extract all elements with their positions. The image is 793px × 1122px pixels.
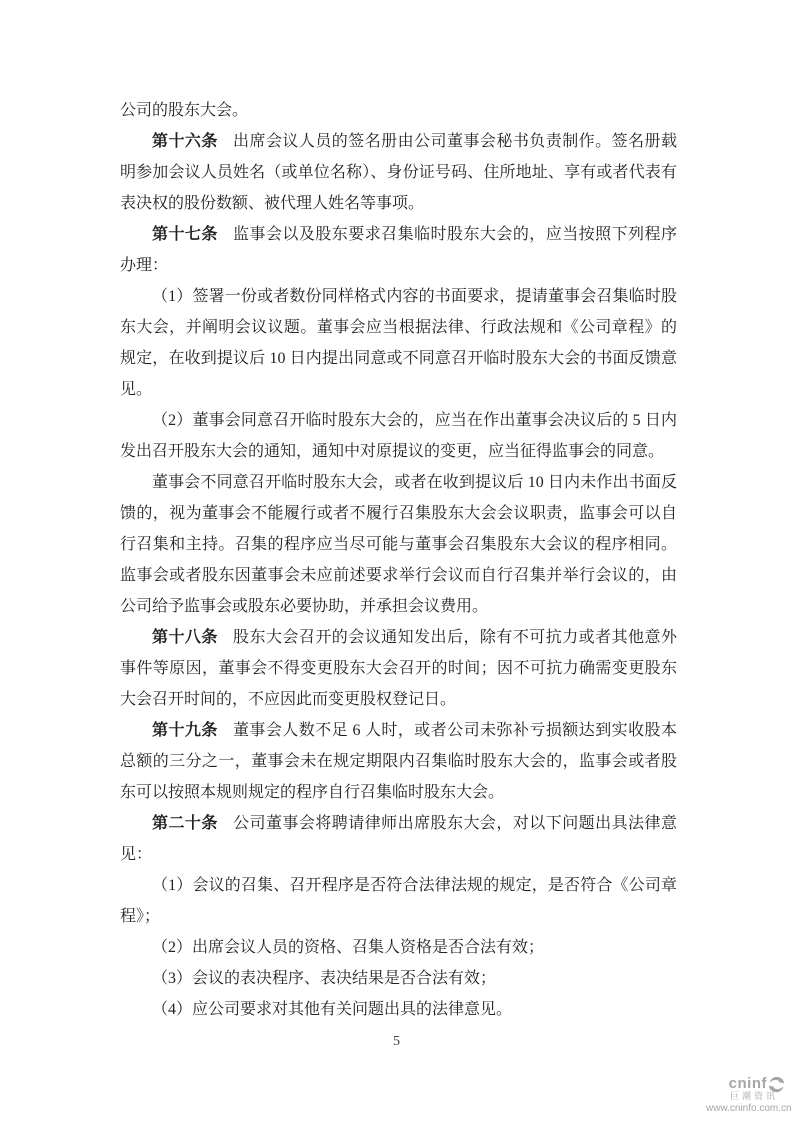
cninfo-brand-text: cninf: [728, 1075, 767, 1093]
list-item-paragraph: （4）应公司要求对其他有关问题出具的法律意见。: [152, 1001, 513, 1018]
article-number: 第二十条: [152, 815, 218, 832]
article-text: 董事会人数不足 6 人时，或者公司未弥补亏损额达到实收股本总额的三分之一，董事会未在规定期限内召集临时股东大会的，监事会或者股东可以按照本规则规定的程序自行召集临时股东大会。: [120, 722, 677, 801]
article-paragraph: [120, 622, 677, 715]
article-paragraph: [120, 715, 677, 808]
article-number: 第十六条: [152, 133, 218, 150]
article-text: 公司董事会将聘请律师出席股东大会，对以下问题出具法律意见：: [120, 815, 677, 863]
article-number: 第十八条: [152, 629, 218, 646]
list-item-paragraph: （1）签署一份或者数份同样格式内容的书面要求，提请董事会召集临时股东大会，并阐明会议议题。董事会应当根据法律、行政法规和《公司章程》的规定，在收到提议后 10 日内提出同意或不同意召开临时股东大会的书面反馈意见。: [120, 288, 677, 398]
article-text: 监事会以及股东要求召集临时股东大会的，应当按照下列程序办理：: [120, 226, 677, 274]
article-text: 出席会议人员的签名册由公司董事会秘书负责制作。签名册载明参加会议人员姓名（或单位名称）、身份证号码、住所地址、享有或者代表有表决权的股份数额、被代理人姓名等事项。: [120, 133, 677, 212]
article-text: 股东大会召开的会议通知发出后，除有不可抗力或者其他意外事件等原因，董事会不得变更股东大会召开的时间；因不可抗力确需变更股东大会召开时间的，不应因此而变更股权登记日。: [120, 629, 677, 708]
list-item-paragraph: （2）董事会同意召开临时股东大会的，应当在作出董事会决议后的 5 日内发出召开股东大会的通知，通知中对原提议的变更，应当征得监事会的同意。: [120, 412, 677, 460]
cninfo-logo: [706, 1075, 792, 1114]
page-number: 5: [393, 1034, 400, 1049]
cninfo-chinese-name: 巨潮资讯: [729, 1091, 778, 1101]
article-number: 第十七条: [152, 226, 218, 243]
paragraph-continuation: 公司的股东大会。: [120, 102, 249, 119]
article-number: 第十九条: [152, 722, 218, 739]
plain-paragraph: 董事会不同意召开临时股东大会，或者在收到提议后 10 日内未作出书面反馈的，视为董事会不能履行或者不履行召集股东大会会议职责，监事会可以自行召集和主持。召集的程序应当尽可能与董事会召集股东大会议的程序相同。监事会或者股东因董事会未应前述要求举行会议而自行召集并举行会议的，由公司给予监事会或股东必要协助，并承担会议费用。: [120, 474, 677, 615]
list-item-paragraph: （3）会议的表决程序、表决结果是否合法有效；: [152, 970, 497, 987]
article-paragraph: [120, 126, 677, 219]
document-body: [120, 95, 677, 1025]
article-paragraph: [120, 219, 677, 281]
list-item-paragraph: （2）出席会议人员的资格、召集人资格是否合法有效；: [152, 939, 545, 956]
list-item-paragraph: （1）会议的召集、召开程序是否符合法律法规的规定，是否符合《公司章程》；: [120, 877, 677, 925]
article-paragraph: [120, 808, 677, 870]
cninfo-url: www.cninfo.com.cn: [706, 1102, 792, 1114]
